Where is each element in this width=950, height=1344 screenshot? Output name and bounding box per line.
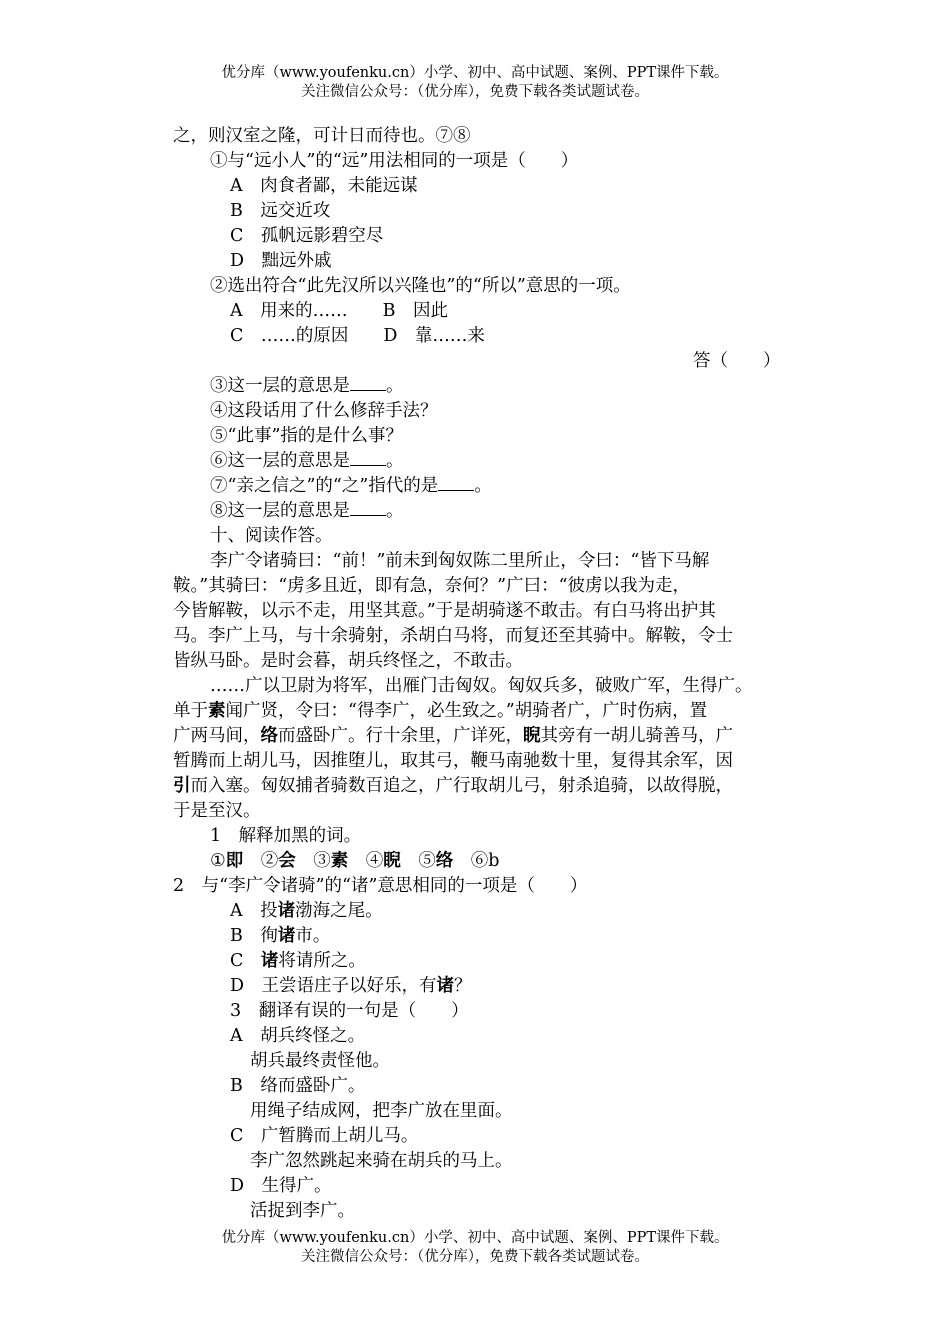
option-line: C 广暂腾而上胡儿马。 [230, 1126, 419, 1146]
passage-line [173, 724, 733, 749]
question-line [210, 449, 404, 474]
bold-word: 诸 [436, 976, 455, 996]
page-header [0, 64, 950, 102]
item-number: ⑥b [453, 851, 500, 871]
question-line: ①与“远小人”的“远”用法相同的一项是（ ） [210, 151, 579, 171]
translation-line: 活捉到李广。 [250, 1201, 355, 1221]
footer-line-1: 优分库（www.youfenku.cn）小学、初中、高中试题、案例、PPT课件下载。 [221, 1230, 729, 1246]
passage-text: 广两马间， [173, 726, 261, 746]
question-text: ⑧这一层的意思是 [210, 501, 350, 521]
bold-word: 睨 [523, 726, 541, 746]
header-line-2: 关注微信公众号：（优分库），免费下载各类试题试卷。 [301, 84, 649, 100]
item-number: ① [210, 851, 226, 871]
footer-line-2: 关注微信公众号：（优分库），免费下载各类试题试卷。 [301, 1249, 649, 1265]
option-text: A 投 [230, 901, 278, 921]
passage-text: 而入塞。匈奴捕者骑数百追之，广行取胡儿弓，射杀追骑，以故得脱， [190, 776, 733, 796]
answer-slot: 答（ ） [693, 351, 781, 371]
bold-word: 会 [278, 851, 296, 871]
question-line: 1 解释加黑的词。 [210, 826, 362, 846]
translation-line: 用绳子结成网，把李广放在里面。 [250, 1101, 513, 1121]
bold-word: 诸 [277, 926, 296, 946]
page-footer [0, 1229, 950, 1267]
option-line [230, 899, 383, 924]
translation-line: 胡兵最终责怪他。 [250, 1051, 390, 1071]
passage-line [173, 774, 733, 799]
header-line-1: 优分库（www.youfenku.cn）小学、初中、高中试题、案例、PPT课件下载。 [221, 65, 729, 81]
punctuation: 。 [386, 501, 404, 521]
option-line: C 孤帆远影碧空尽 [230, 226, 384, 246]
question-line: ⑤“此事”指的是什么事？ [210, 426, 403, 446]
punctuation: 。 [474, 476, 492, 496]
option-text: B 徇 [230, 926, 278, 946]
answer-blank [438, 476, 474, 491]
answer-blank [350, 501, 386, 516]
passage-line: 马。李广上马，与十余骑射，杀胡白马将，而复还至其骑中。解鞍，令士 [173, 626, 733, 646]
question-line [210, 374, 404, 399]
option-text: 将请所之。 [278, 951, 366, 971]
item-number: ④ [348, 851, 384, 871]
question-text: ⑦“亲之信之”的“之”指代的是 [210, 476, 439, 496]
option-line: D 黜远外戚 [230, 251, 332, 271]
option-line [230, 974, 472, 999]
option-line: D 生得广。 [230, 1176, 332, 1196]
item-number: ③ [295, 851, 331, 871]
bold-word: 即 [225, 851, 244, 871]
option-line: A 肉食者鄙，未能远谋 [230, 176, 418, 196]
bold-word: 络 [435, 851, 454, 871]
section-heading: 十、阅读作答。 [210, 526, 333, 546]
passage-line: ……广以卫尉为将军，出雁门击匈奴。匈奴兵多，破败广军，生得广。 [210, 676, 753, 696]
question-text: ③这一层的意思是 [210, 376, 350, 396]
bold-word: 络 [260, 726, 278, 746]
text-line: 之，则汉室之隆，可计日而待也。⑦⑧ [173, 126, 471, 146]
question-line [210, 499, 404, 524]
passage-line: 皆纵马卧。是时会暮，胡兵终怪之，不敢击。 [173, 651, 523, 671]
passage-text: 而盛卧广。行十余里，广详死， [278, 726, 523, 746]
answer-blank [350, 451, 386, 466]
option-line: C ……的原因 D 靠……来 [230, 326, 485, 346]
question-line: 3 翻译有误的一句是（ ） [230, 1001, 469, 1021]
bold-word: 睨 [383, 851, 401, 871]
passage-text: 单于 [173, 701, 208, 721]
bold-word: 素 [208, 701, 226, 721]
passage-line: 今皆解鞍，以示不走，用坚其意。”于是胡骑遂不敢击。有白马将出护其 [173, 601, 716, 621]
word-list [210, 849, 499, 874]
passage-line: 于是至汉。 [173, 801, 261, 821]
option-line: A 胡兵终怪之。 [230, 1026, 366, 1046]
answer-blank [350, 376, 386, 391]
question-line: ④这段话用了什么修辞手法？ [210, 401, 438, 421]
option-text: ？ [454, 976, 472, 996]
punctuation: 。 [386, 451, 404, 471]
question-line: 2 与“李广令诸骑”的“诸”意思相同的一项是（ ） [173, 876, 588, 896]
passage-text: 闻广贤，令曰：“得李广，必生致之。”胡骑者广，广时伤病，置 [225, 701, 708, 721]
bold-word: 素 [330, 851, 349, 871]
passage-line: 暂腾而上胡儿马，因推堕儿，取其弓，鞭马南驰数十里，复得其余军，因 [173, 751, 733, 771]
passage-line: 鞍。”其骑曰：“虏多且近，即有急，奈何？”广曰：“彼虏以我为走， [173, 576, 691, 596]
question-text: ⑥这一层的意思是 [210, 451, 350, 471]
option-line: A 用来的…… B 因此 [230, 301, 448, 321]
question-line: ②选出符合“此先汉所以兴隆也”的“所以”意思的一项。 [210, 276, 631, 296]
option-line: B 远交近攻 [230, 201, 331, 221]
option-line [230, 924, 330, 949]
option-line: B 络而盛卧广。 [230, 1076, 366, 1096]
passage-line: 李广令诸骑曰：“前！”前未到匈奴陈二里所止，令曰：“皆下马解 [210, 551, 710, 571]
option-text: D 王尝语庄子以好乐，有 [230, 976, 437, 996]
option-text: C [230, 951, 261, 971]
item-number: ⑤ [400, 851, 436, 871]
question-line [210, 474, 492, 499]
item-number: ② [243, 851, 279, 871]
option-text: 渤海之尾。 [295, 901, 383, 921]
punctuation: 。 [386, 376, 404, 396]
translation-line: 李广忽然跳起来骑在胡兵的马上。 [250, 1151, 513, 1171]
bold-word: 诸 [260, 951, 279, 971]
option-line [230, 949, 366, 974]
passage-text: 其旁有一胡儿骑善马，广 [540, 726, 733, 746]
bold-word: 诸 [277, 901, 296, 921]
bold-word: 引 [173, 776, 191, 796]
option-text: 市。 [295, 926, 331, 946]
passage-line [173, 699, 707, 724]
